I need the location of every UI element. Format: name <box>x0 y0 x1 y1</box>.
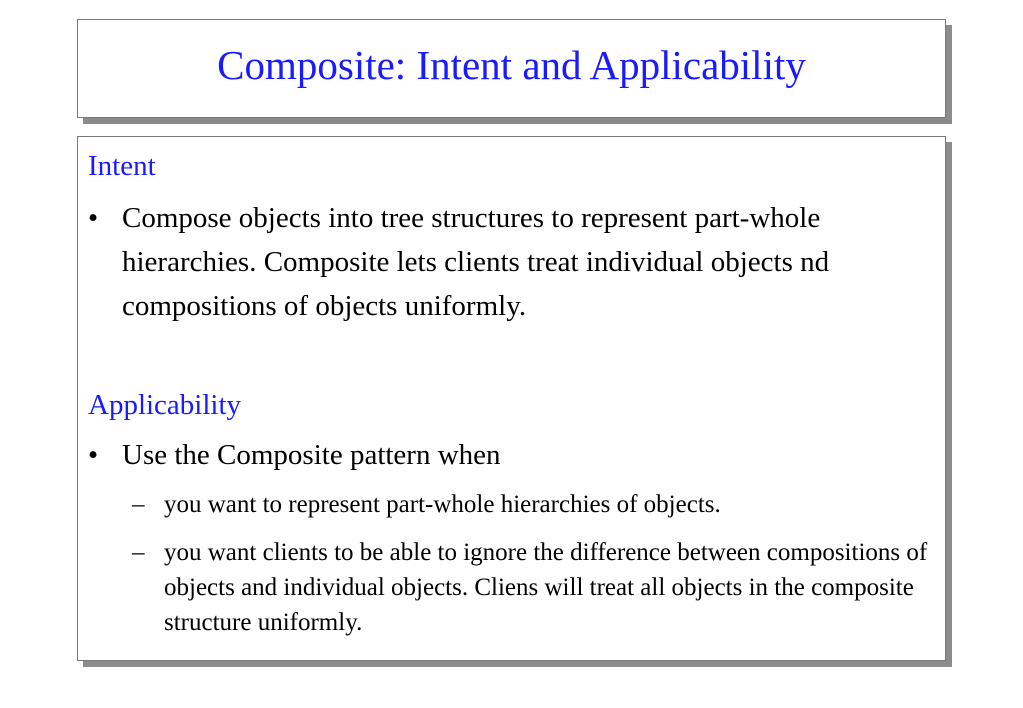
sub-bullet-text: you want clients to be able to ignore the difference between compositions of objects and individual objects. Cliens will treat all objects in the composite structure uniformly. <box>164 539 928 636</box>
bullet-marker: • <box>88 202 99 234</box>
sub-bullet-text: you want to represent part-whole hierarchies of objects. <box>164 491 721 518</box>
intent-bullet <box>88 196 928 328</box>
sub-bullet-item <box>132 535 932 640</box>
content-box <box>77 136 946 661</box>
section-heading-applicability: Applicability <box>88 389 242 421</box>
section-heading-intent: Intent <box>88 150 156 182</box>
dash-marker: – <box>132 491 145 518</box>
dash-marker: – <box>132 539 145 566</box>
title-box <box>77 19 946 118</box>
applicability-bullet-text: Use the Composite pattern when <box>122 439 501 471</box>
slide-title: Composite: Intent and Applicability <box>217 42 806 88</box>
intent-bullet-text: Compose objects into tree structures to represent part-whole hierarchies. Composite lets clients treat individual objects nd compositions of objects uniformly. <box>122 202 830 322</box>
bullet-marker: • <box>88 439 99 471</box>
sub-bullet-item <box>132 487 932 522</box>
applicability-bullet <box>88 433 928 477</box>
